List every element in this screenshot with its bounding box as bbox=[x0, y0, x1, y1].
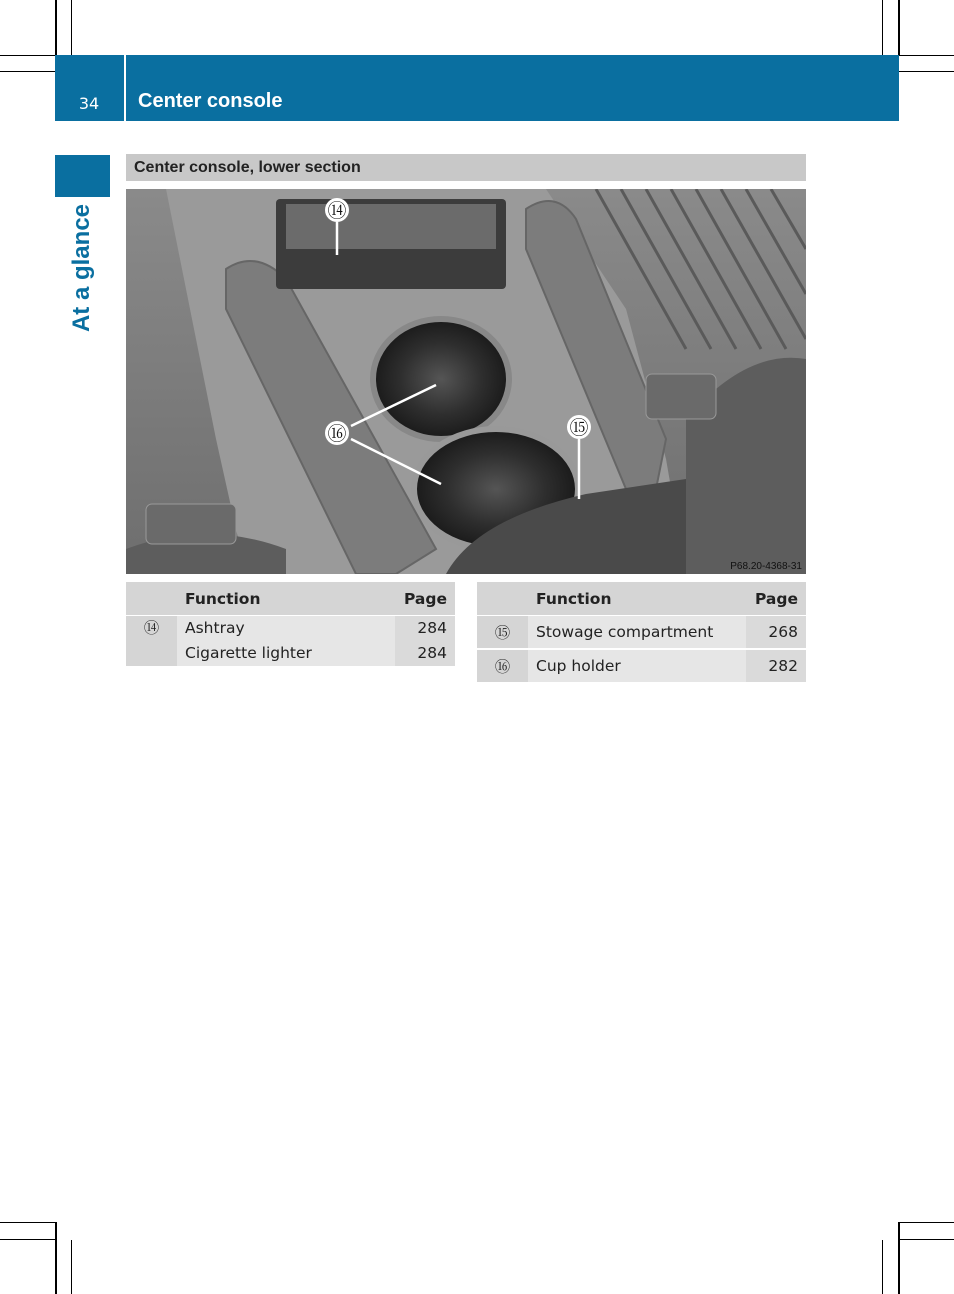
crop-mark bbox=[899, 1239, 954, 1240]
function-stowage-compartment: Stowage compartment bbox=[528, 616, 746, 650]
function-cell bbox=[177, 616, 395, 668]
crop-mark bbox=[55, 1222, 57, 1294]
center-console-photo bbox=[126, 189, 806, 574]
row-marker: ⑮ bbox=[477, 616, 528, 650]
table-header-row bbox=[126, 582, 455, 616]
function-table-right bbox=[477, 582, 806, 684]
crop-mark bbox=[71, 0, 72, 55]
section-title: Center console, lower section bbox=[126, 154, 806, 181]
crop-mark bbox=[882, 0, 883, 55]
function-column-header: Function bbox=[528, 582, 746, 616]
function-ashtray: Ashtray bbox=[185, 619, 245, 637]
table-row bbox=[477, 616, 806, 650]
function-column-header: Function bbox=[177, 582, 395, 616]
crop-mark bbox=[899, 71, 954, 72]
page-ref-ashtray[interactable]: 284 bbox=[417, 619, 447, 637]
callout-15: ⑮ bbox=[569, 417, 589, 439]
crop-mark bbox=[899, 1222, 954, 1223]
callout-14: ⑭ bbox=[327, 200, 347, 222]
table-row bbox=[126, 616, 455, 668]
page-column-header: Page bbox=[746, 582, 806, 616]
function-cup-holder: Cup holder bbox=[528, 649, 746, 683]
crop-mark bbox=[71, 1240, 72, 1294]
page-number: 34 bbox=[78, 94, 100, 113]
function-table-left bbox=[126, 582, 455, 668]
crop-mark bbox=[882, 1240, 883, 1294]
crop-mark bbox=[0, 1222, 55, 1223]
page-cell bbox=[395, 616, 455, 668]
callout-16: ⑯ bbox=[327, 423, 347, 445]
page-ref-cup-holder[interactable]: 282 bbox=[746, 649, 806, 683]
crop-mark bbox=[55, 0, 57, 55]
row-marker: ⑯ bbox=[477, 649, 528, 683]
marker-header bbox=[477, 582, 528, 616]
sidebar-chapter-label: At a glance bbox=[68, 203, 95, 333]
page-ref-cigarette-lighter[interactable]: 284 bbox=[417, 644, 447, 662]
table-header-row bbox=[477, 582, 806, 616]
crop-mark bbox=[898, 1222, 900, 1294]
header-divider bbox=[124, 55, 126, 121]
function-cigarette-lighter: Cigarette lighter bbox=[185, 644, 312, 662]
crop-mark bbox=[898, 0, 900, 55]
sidebar-tab-marker bbox=[55, 155, 110, 197]
row-marker: ⑭ bbox=[126, 616, 177, 668]
figure-code: P68.20-4368-31 bbox=[730, 561, 802, 572]
page-column-header: Page bbox=[395, 582, 455, 616]
crop-mark bbox=[899, 55, 954, 56]
page-ref-stowage-compartment[interactable]: 268 bbox=[746, 616, 806, 650]
crop-mark bbox=[0, 1239, 55, 1240]
marker-header bbox=[126, 582, 177, 616]
chapter-title: Center console bbox=[138, 90, 283, 112]
crop-mark bbox=[0, 71, 55, 72]
crop-mark bbox=[0, 55, 55, 56]
table-row bbox=[477, 649, 806, 683]
